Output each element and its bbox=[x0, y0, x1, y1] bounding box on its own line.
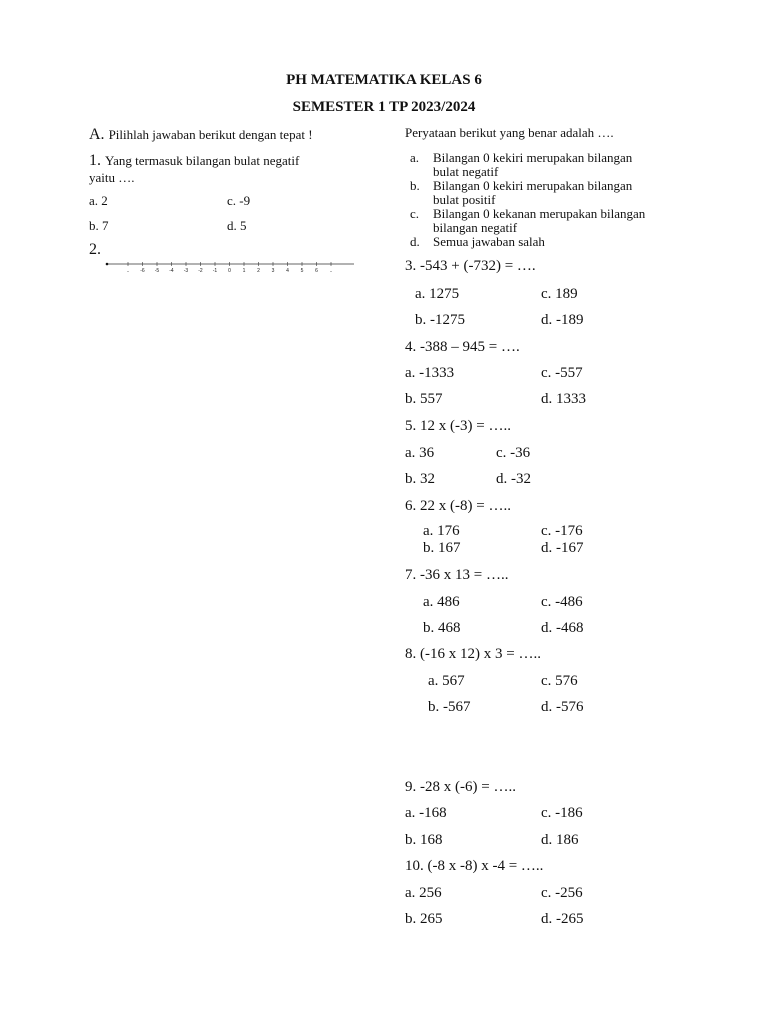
question-3-option-a[interactable]: a. 1275 bbox=[415, 286, 460, 302]
number-line-tick-label: 3 bbox=[271, 268, 275, 274]
question-4-text: 4. -388 – 945 = …. bbox=[405, 339, 520, 355]
question-3-text: 3. -543 + (-732) = …. bbox=[405, 258, 536, 274]
section-letter: A. bbox=[89, 126, 105, 143]
question-2-choice-a-line1: Bilangan 0 kekiri merupakan bilangan bbox=[433, 150, 633, 165]
question-2-choice-c-letter[interactable]: c. bbox=[410, 206, 420, 221]
question-1-number: 1. bbox=[89, 152, 101, 169]
question-8-option-b[interactable]: b. -567 bbox=[428, 699, 471, 715]
question-2-number: 2. bbox=[89, 241, 101, 258]
question-4-option-c[interactable]: c. -557 bbox=[541, 365, 583, 381]
question-1 bbox=[89, 152, 299, 170]
question-1-text-line2: yaitu …. bbox=[89, 170, 135, 185]
question-3-option-d[interactable]: d. -189 bbox=[541, 312, 584, 328]
question-3-option-c[interactable]: c. 189 bbox=[541, 286, 578, 302]
question-1-option-d[interactable]: d. 5 bbox=[227, 218, 247, 233]
question-10-option-b[interactable]: b. 265 bbox=[405, 911, 443, 927]
question-2-choice-c-line2: bilangan negatif bbox=[433, 220, 518, 235]
number-line-tick-label: 0 bbox=[228, 268, 231, 274]
number-line-tick-label: 5 bbox=[300, 268, 304, 274]
number-line-tick-label: -2 bbox=[198, 268, 203, 274]
question-7-option-a[interactable]: a. 486 bbox=[423, 594, 460, 610]
question-6-option-b[interactable]: b. 167 bbox=[423, 540, 461, 556]
number-line-tick-label: 1 bbox=[242, 268, 246, 274]
question-5-option-b[interactable]: b. 32 bbox=[405, 471, 435, 487]
question-7-option-b[interactable]: b. 468 bbox=[423, 620, 461, 636]
question-6-text: 6. 22 x (-8) = ….. bbox=[405, 498, 511, 514]
section-instruction bbox=[89, 126, 313, 144]
question-1-option-b[interactable]: b. 7 bbox=[89, 218, 109, 233]
question-8-text: 8. (-16 x 12) x 3 = ….. bbox=[405, 646, 541, 662]
number-line-tick-label: 6 bbox=[315, 268, 318, 274]
page-subtitle: SEMESTER 1 TP 2023/2024 bbox=[292, 99, 476, 115]
question-4-option-a[interactable]: a. -1333 bbox=[405, 365, 455, 381]
question-7-option-d[interactable]: d. -468 bbox=[541, 620, 584, 636]
question-2-choice-a-letter[interactable]: a. bbox=[410, 150, 420, 165]
section-instruction-text: Pilihlah jawaban berikut dengan tepat ! bbox=[108, 127, 313, 142]
question-2-choice-d-line1: Semua jawaban salah bbox=[433, 234, 545, 249]
question-3-option-b[interactable]: b. -1275 bbox=[415, 312, 465, 328]
number-line-tick-label: .. bbox=[126, 268, 130, 274]
page-title: PH MATEMATIKA KELAS 6 bbox=[286, 72, 482, 88]
question-2-choice-a-line2: bulat negatif bbox=[433, 164, 499, 179]
question-4-option-b[interactable]: b. 557 bbox=[405, 391, 443, 407]
question-9-option-d[interactable]: d. 186 bbox=[541, 832, 579, 848]
number-line-tick-label: -6 bbox=[140, 268, 145, 274]
number-line-tick-label: 2 bbox=[257, 268, 260, 274]
question-10-option-c[interactable]: c. -256 bbox=[541, 885, 583, 901]
question-2-choice-b-line1: Bilangan 0 kekiri merupakan bilangan bbox=[433, 178, 633, 193]
question-6-option-d[interactable]: d. -167 bbox=[541, 540, 584, 556]
number-line-tick-label: -5 bbox=[154, 268, 160, 274]
question-6-option-a[interactable]: a. 176 bbox=[423, 523, 460, 539]
question-9-option-a[interactable]: a. -168 bbox=[405, 805, 447, 821]
number-line-tick-label: 4 bbox=[286, 268, 289, 274]
question-1-text-line1: Yang termasuk bilangan bulat negatif bbox=[105, 153, 300, 168]
question-5-option-a[interactable]: a. 36 bbox=[405, 445, 435, 461]
question-2-choice-b-line2: bulat positif bbox=[433, 192, 496, 207]
question-5-option-c[interactable]: c. -36 bbox=[496, 445, 531, 461]
question-2-choice-d-letter[interactable]: d. bbox=[410, 234, 420, 249]
question-2-choice-c-line1: Bilangan 0 kekanan merupakan bilangan bbox=[433, 206, 646, 221]
question-1-option-c[interactable]: c. -9 bbox=[227, 193, 251, 208]
question-8-option-c[interactable]: c. 576 bbox=[541, 673, 578, 689]
question-9-option-c[interactable]: c. -186 bbox=[541, 805, 583, 821]
number-line-tick-label: .. bbox=[329, 268, 333, 274]
question-4-option-d[interactable]: d. 1333 bbox=[541, 391, 586, 407]
question-9-text: 9. -28 x (-6) = ….. bbox=[405, 779, 516, 795]
question-5-text: 5. 12 x (-3) = ….. bbox=[405, 418, 511, 434]
question-6-option-c[interactable]: c. -176 bbox=[541, 523, 583, 539]
question-2-choice-b-letter[interactable]: b. bbox=[410, 178, 420, 193]
question-7-text: 7. -36 x 13 = ….. bbox=[405, 567, 509, 583]
question-10-option-a[interactable]: a. 256 bbox=[405, 885, 442, 901]
number-line-diagram bbox=[104, 257, 358, 277]
question-10-option-d[interactable]: d. -265 bbox=[541, 911, 584, 927]
question-8-option-a[interactable]: a. 567 bbox=[428, 673, 465, 689]
question-8-option-d[interactable]: d. -576 bbox=[541, 699, 584, 715]
number-line-left-arrow bbox=[106, 263, 109, 266]
question-9-option-b[interactable]: b. 168 bbox=[405, 832, 443, 848]
question-2-statement: Peryataan berikut yang benar adalah …. bbox=[405, 125, 614, 140]
question-10-text: 10. (-8 x -8) x -4 = ….. bbox=[405, 858, 544, 874]
question-7-option-c[interactable]: c. -486 bbox=[541, 594, 583, 610]
question-1-option-a[interactable]: a. 2 bbox=[89, 193, 108, 208]
question-5-option-d[interactable]: d. -32 bbox=[496, 471, 531, 487]
number-line-tick-label: -4 bbox=[169, 268, 174, 274]
number-line-tick-label: -3 bbox=[183, 268, 189, 274]
number-line-tick-label: -1 bbox=[212, 268, 218, 274]
